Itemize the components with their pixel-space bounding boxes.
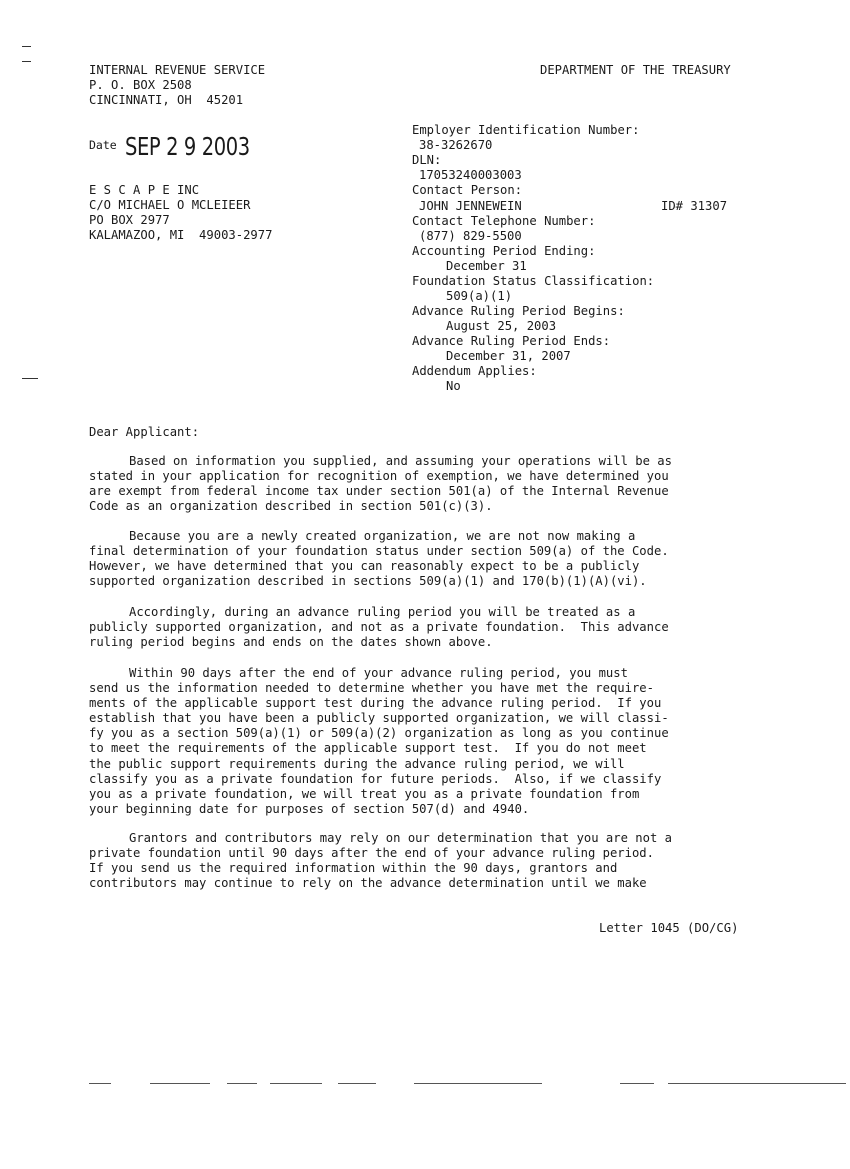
ruling-ends-value: December 31, 2007 bbox=[446, 349, 571, 363]
recipient-box: PO BOX 2977 bbox=[89, 213, 170, 227]
ruling-ends-label: Advance Ruling Period Ends: bbox=[412, 334, 611, 348]
paragraph-line: ments of the applicable support test during the advance ruling period. If you bbox=[89, 696, 662, 711]
paragraph-line: contributors may continue to rely on the advance determination until we make bbox=[89, 876, 647, 891]
sender-box: P. O. BOX 2508 bbox=[89, 78, 192, 92]
dln-value: 17053240003003 bbox=[419, 168, 522, 182]
phone-label: Contact Telephone Number: bbox=[412, 214, 596, 228]
paragraph-line: Grantors and contributors may rely on our determination that you are not a bbox=[129, 831, 672, 845]
ruling-begins-value: August 25, 2003 bbox=[446, 319, 557, 333]
paragraph-line: stated in your application for recognition of exemption, we have determined you bbox=[89, 469, 669, 484]
paragraph-5 bbox=[89, 831, 769, 891]
ruling-begins-label: Advance Ruling Period Begins: bbox=[412, 304, 625, 318]
ein-label: Employer Identification Number: bbox=[412, 123, 640, 137]
contact-label: Contact Person: bbox=[412, 183, 523, 197]
paragraph-3 bbox=[89, 605, 769, 650]
period-label: Accounting Period Ending: bbox=[412, 244, 596, 258]
date-label: Date bbox=[89, 138, 117, 152]
dln-label: DLN: bbox=[412, 153, 442, 167]
letter-form-number: Letter 1045 (DO/CG) bbox=[599, 921, 739, 935]
addendum-label: Addendum Applies: bbox=[412, 364, 537, 378]
margin-mark bbox=[22, 61, 31, 62]
period-value: December 31 bbox=[446, 259, 527, 273]
paragraph-1 bbox=[89, 454, 769, 514]
paragraph-line: you as a private foundation, we will treat you as a private foundation from bbox=[89, 786, 640, 801]
foundation-value: 509(a)(1) bbox=[446, 289, 513, 303]
recipient-city: KALAMAZOO, MI 49003-2977 bbox=[89, 228, 273, 242]
contact-value: JOHN JENNEWEIN bbox=[419, 199, 522, 213]
addendum-value: No bbox=[446, 379, 461, 393]
paragraph-line: publicly supported organization, and not as a private foundation. This advance bbox=[89, 620, 669, 635]
paragraph-line: However, we have determined that you can reasonably expect to be a publicly bbox=[89, 559, 640, 574]
foundation-label: Foundation Status Classification: bbox=[412, 274, 655, 288]
margin-mark bbox=[22, 378, 38, 379]
paragraph-line: private foundation until 90 days after the end of your advance ruling period. bbox=[89, 846, 654, 861]
paragraph-4 bbox=[89, 666, 769, 817]
paragraph-2 bbox=[89, 529, 769, 589]
salutation: Dear Applicant: bbox=[89, 425, 200, 439]
paragraph-line: final determination of your foundation status under section 509(a) of the Code. bbox=[89, 544, 669, 559]
paragraph-line: supported organization described in sections 509(a)(1) and 170(b)(1)(A)(vi). bbox=[89, 574, 647, 589]
department-name: DEPARTMENT OF THE TREASURY bbox=[540, 63, 731, 77]
paragraph-line: Because you are a newly created organization, we are not now making a bbox=[129, 529, 636, 543]
paragraph-line: If you send us the required information within the 90 days, grantors and bbox=[89, 861, 618, 876]
sender-agency: INTERNAL REVENUE SERVICE bbox=[89, 63, 266, 77]
date-stamp: SEP 2 9 2003 bbox=[125, 132, 250, 161]
paragraph-line: Within 90 days after the end of your advance ruling period, you must bbox=[129, 666, 628, 680]
paragraph-line: your beginning date for purposes of section 507(d) and 4940. bbox=[89, 801, 530, 816]
paragraph-line: Code as an organization described in section 501(c)(3). bbox=[89, 499, 493, 514]
paragraph-line: Accordingly, during an advance ruling period you will be treated as a bbox=[129, 605, 636, 619]
paragraph-line: to meet the requirements of the applicable support test. If you do not meet bbox=[89, 741, 647, 756]
recipient-name: E S C A P E INC bbox=[89, 183, 200, 197]
paragraph-line: classify you as a private foundation for future periods. Also, if we classify bbox=[89, 771, 662, 786]
ein-value: 38-3262670 bbox=[419, 138, 493, 152]
paragraph-line: are exempt from federal income tax under section 501(a) of the Internal Revenue bbox=[89, 484, 669, 499]
margin-mark bbox=[22, 46, 31, 47]
contact-id: ID# 31307 bbox=[661, 199, 728, 213]
paragraph-line: the public support requirements during the advance ruling period, we will bbox=[89, 756, 625, 771]
phone-value: (877) 829-5500 bbox=[419, 229, 522, 243]
paragraph-line: ruling period begins and ends on the dates shown above. bbox=[89, 635, 493, 650]
sender-city: CINCINNATI, OH 45201 bbox=[89, 93, 244, 107]
paragraph-line: send us the information needed to determine whether you have met the require- bbox=[89, 681, 654, 696]
paragraph-line: establish that you have been a publicly supported organization, we will classi- bbox=[89, 711, 669, 726]
recipient-care-of: C/O MICHAEL O MCLEIEER bbox=[89, 198, 251, 212]
paragraph-line: fy you as a section 509(a)(1) or 509(a)(2) organization as long as you continue bbox=[89, 726, 669, 741]
paragraph-line: Based on information you supplied, and assuming your operations will be as bbox=[129, 454, 672, 468]
